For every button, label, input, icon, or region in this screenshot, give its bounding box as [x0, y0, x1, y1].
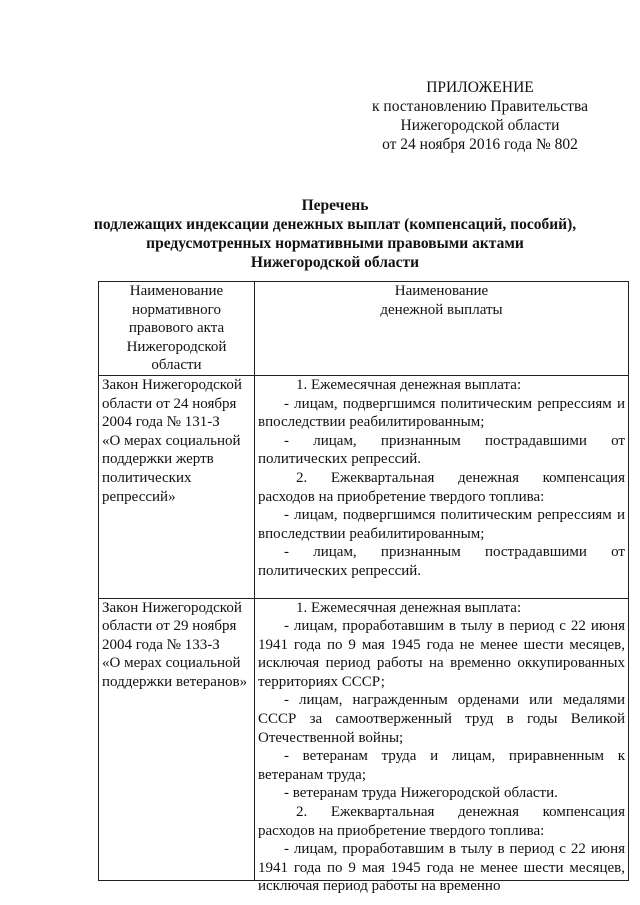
law-line: «О мерах социальной [102, 432, 241, 449]
title-line-1: Перечень [301, 197, 369, 214]
header-payment-line: Наименование [394, 283, 489, 299]
appendix-line-1: к постановлению Правительства [372, 98, 588, 115]
law-line: репрессий» [102, 488, 176, 505]
header-act-line: Нижегородской [126, 338, 227, 355]
law-line: Закон Нижегородской [102, 376, 242, 393]
law-line: области от 29 ноября [102, 618, 237, 635]
payment-item: - лицам, награжденным орденами или медалями СССР за самоотверженный труд в годы Великой Отечественной войны; [258, 692, 625, 746]
law-line: «О мерах социальной [102, 655, 241, 672]
appendix-block [360, 78, 600, 154]
spacer [258, 581, 625, 598]
title-line-3: предусмотренных нормативными правовыми актами [146, 235, 524, 252]
header-act-line: нормативного [132, 301, 221, 318]
law-line: поддержки жертв [102, 451, 214, 468]
payment-item: - ветеранам труда и лицам, приравненным к ветеранам труда; [258, 748, 625, 783]
appendix-line-2: Нижегородской области [400, 117, 560, 134]
payment-item: - ветеранам труда Нижегородской области. [284, 785, 558, 802]
header-act-line: Наименование [129, 283, 224, 299]
law-cell [99, 598, 255, 881]
law-line: Закон Нижегородской [102, 599, 242, 616]
law-line: области от 24 ноября [102, 395, 237, 412]
table-header-row [99, 282, 629, 376]
law-line: политических [102, 469, 192, 486]
header-act-line: правового акта [128, 320, 225, 337]
header-payment-line: денежной выплаты [380, 301, 503, 318]
acts-table [98, 281, 629, 895]
appendix-line-3: от 24 ноября 2016 года № 802 [382, 136, 578, 153]
law-cell [99, 375, 255, 598]
payment-item: - лицам, проработавшим в тылу в период с 22 июня 1941 года по 9 мая 1945 года не менее шести месяцев, исключая период работы на временно оккупированных территориях СССР; [258, 618, 625, 690]
payment-item: - лицам, признанным пострадавшими от политических репрессий. [258, 544, 625, 579]
law-line: поддержки ветеранов» [102, 673, 248, 690]
payment-item: - лицам, подвергшимся политическим репрессиям и впоследствии реабилитированным; [258, 395, 625, 431]
header-payment-name [255, 282, 629, 376]
title-line-2: подлежащих индексации денежных выплат (компенсаций, пособий), [93, 216, 577, 233]
payments-cell [255, 598, 629, 895]
payment-item: 1. Ежемесячная денежная выплата: [296, 376, 522, 393]
title-line-4: Нижегородской области [250, 254, 420, 271]
payment-item: 1. Ежемесячная денежная выплата: [296, 599, 522, 616]
payment-item: - лицам, проработавшим в тылу в период с 22 июня 1941 года по 9 мая 1945 года не менее шести месяцев, исключая период работы на временно [258, 841, 625, 895]
document-title [90, 196, 580, 272]
appendix-heading: ПРИЛОЖЕНИЕ [426, 79, 534, 96]
law-line: 2004 года № 133-З [102, 636, 220, 653]
payments-cell [255, 375, 629, 598]
payment-item: 2. Ежеквартальная денежная компенсация расходов на приобретение твердого топлива: [258, 469, 625, 505]
payment-item: - лицам, подвергшимся политическим репрессиям и впоследствии реабилитированным; [258, 507, 625, 542]
table-row [99, 375, 629, 598]
header-act-line: области [151, 357, 202, 374]
payment-item: - лицам, признанным пострадавшими от политических репрессий. [258, 432, 625, 468]
payment-item: 2. Ежеквартальная денежная компенсация расходов на приобретение твердого топлива: [258, 804, 625, 839]
table-row [99, 598, 629, 881]
law-line: 2004 года № 131-З [102, 414, 220, 431]
header-act-name [99, 282, 255, 376]
